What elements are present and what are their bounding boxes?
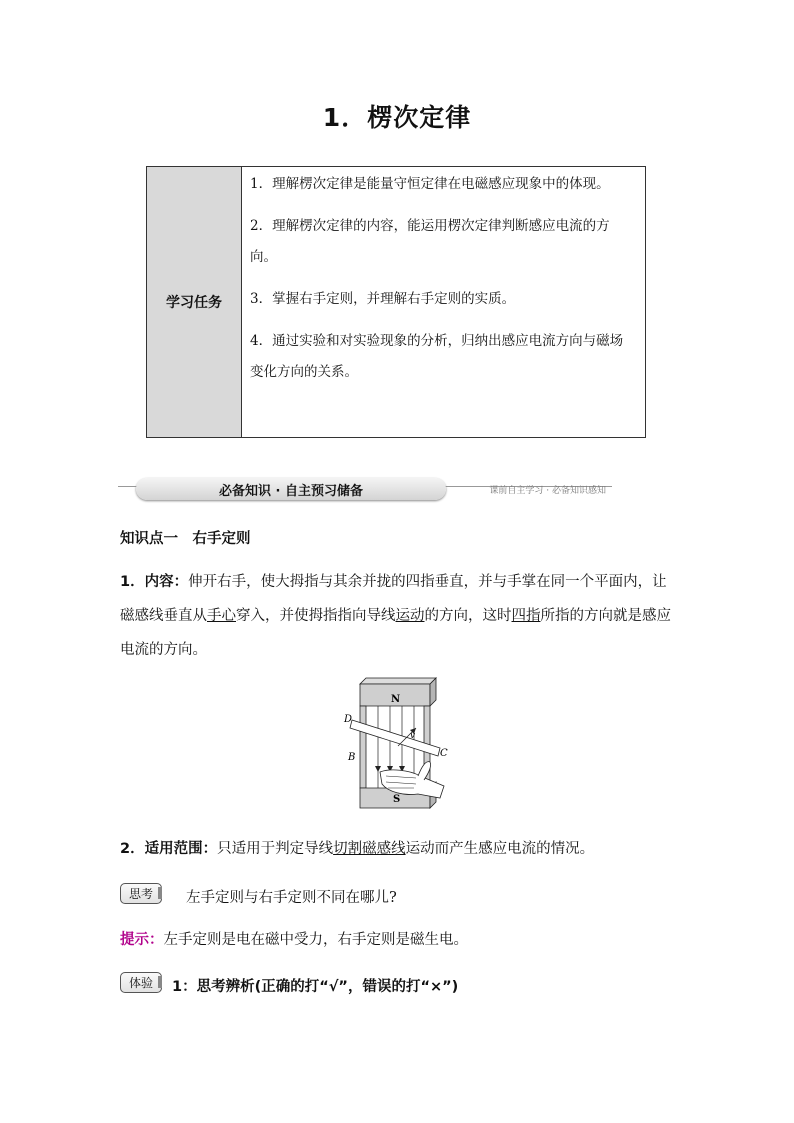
- task-item: 3．掌握右手定则，并理解右手定则的实质。: [250, 291, 516, 307]
- task-item: 4．通过实验和对实验现象的分析，归纳出感应电流方向与磁场变化方向的关系。: [250, 333, 624, 380]
- hint-paragraph: [120, 928, 680, 949]
- scope-label: 2．适用范围：: [120, 841, 218, 857]
- content-paragraph: [120, 565, 680, 667]
- think-tag: 思考: [120, 883, 162, 904]
- north-pole-label: N: [391, 694, 401, 705]
- banner-title: 必备知识 · 自主预习储备: [136, 478, 446, 500]
- velocity-label: v: [410, 731, 416, 741]
- content-text: 的方向，这时: [424, 608, 512, 624]
- think-question: 左手定则与右手定则不同在哪儿?: [186, 890, 397, 906]
- task-list: [242, 167, 645, 437]
- point-c-label: C: [440, 748, 448, 759]
- underlined-term: 四指: [511, 608, 541, 624]
- underlined-term: 运动: [395, 608, 425, 624]
- task-item: 1．理解楞次定律是能量守恒定律在电磁感应现象中的体现。: [250, 176, 610, 192]
- content-text: 所指的方向就是感应电流的方向。: [120, 608, 671, 658]
- content-text: 穿入，并使拇指指向导线: [236, 608, 396, 624]
- content-label: 1．内容：: [120, 574, 189, 590]
- content-text: 伸开右手，使大拇指与其余并拢的四指垂直，并与手掌在同一个平面内，让磁感线垂直从: [120, 574, 667, 624]
- underlined-term: 切割磁感线: [333, 841, 406, 857]
- scope-text: 运动而产生感应电流的情况。: [405, 841, 595, 857]
- right-hand-rule-figure: [340, 676, 460, 816]
- scope-text: 只适用于判定导线: [217, 841, 334, 857]
- page-title: 1．楞次定律: [322, 103, 472, 132]
- point-d-label: D: [344, 714, 353, 725]
- south-pole-label: S: [393, 794, 401, 805]
- scope-paragraph: [120, 837, 680, 858]
- banner-subtitle: 课前自主学习 · 必备知识感知: [489, 486, 606, 496]
- task-table-header: 学习任务: [147, 167, 242, 437]
- experience-text: 1：思考辨析(正确的打“√”，错误的打“×”): [172, 979, 459, 995]
- hint-text: 左手定则是电在磁中受力，右手定则是磁生电。: [163, 932, 468, 948]
- task-item: 2．理解楞次定律的内容，能运用楞次定律判断感应电流的方向。: [250, 218, 610, 265]
- underlined-term: 手心: [207, 608, 236, 624]
- point-b-label: B: [348, 752, 356, 763]
- learning-task-table: [146, 166, 646, 438]
- section-banner: [118, 478, 612, 506]
- knowledge-point-heading: 知识点一 右手定则: [120, 531, 251, 547]
- hint-label: 提示：: [120, 932, 164, 948]
- experience-tag: 体验: [120, 972, 162, 993]
